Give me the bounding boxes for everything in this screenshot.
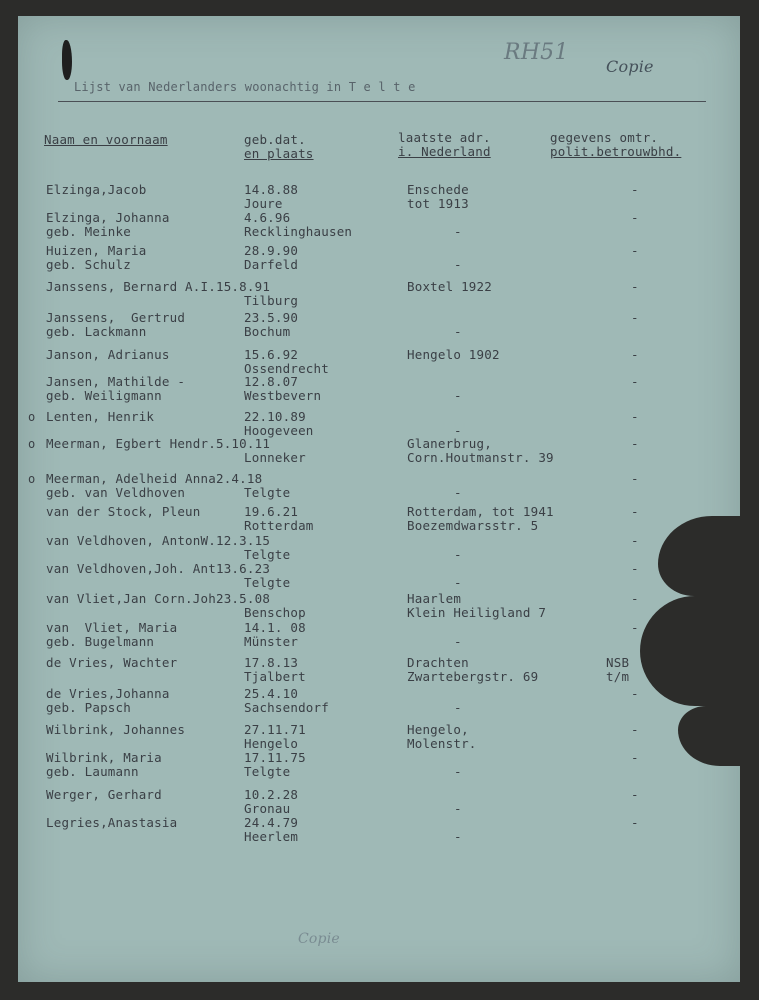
entry-name-birth: geb. Papsch <box>46 700 131 715</box>
title-rule <box>58 101 706 102</box>
entry-political: - <box>631 279 639 294</box>
entry-name: Meerman, Egbert Hendr.5.10.11 <box>46 436 271 451</box>
entry-address: Enschede <box>407 182 469 197</box>
entry-birth-place: Bochum <box>244 324 291 339</box>
entry-birth-place: Tilburg <box>244 293 299 308</box>
entry-political: - <box>631 591 639 606</box>
torn-edge-tail <box>678 706 748 766</box>
entry-name: de Vries, Wachter <box>46 655 178 670</box>
entry-political: - <box>631 374 639 389</box>
entry-name: van der Stock, Pleun <box>46 504 201 519</box>
entry-birth-date: 19.6.21 <box>244 504 299 519</box>
entry-name: Wilbrink, Johannes <box>46 722 186 737</box>
entry-birth-date: 27.11.71 <box>244 722 306 737</box>
entry-birth-place: Gronau <box>244 801 291 816</box>
entry-birth-place: Hoogeveen <box>244 423 314 438</box>
header-name: Naam en voornaam <box>44 132 168 147</box>
entry-address: - <box>454 801 462 816</box>
entry-birth-date: 24.4.79 <box>244 815 299 830</box>
entry-political: - <box>631 561 639 576</box>
entry-name: Janssens, Bernard A.I.15.8.91 <box>46 279 271 294</box>
entry-birth-date: 15.6.92 <box>244 347 299 362</box>
entry-address: - <box>454 700 462 715</box>
entry-name: Elzinga,Jacob <box>46 182 147 197</box>
entry-name: Huizen, Maria <box>46 243 147 258</box>
entry-political: - <box>631 210 639 225</box>
document-page <box>18 16 740 982</box>
header-birth-2: en plaats <box>244 146 314 161</box>
entry-address: - <box>454 634 462 649</box>
entry-political: - <box>631 620 639 635</box>
entry-address: - <box>454 423 462 438</box>
entry-political: - <box>631 533 639 548</box>
entry-birth-place: Heerlem <box>244 829 299 844</box>
entry-address: - <box>454 388 462 403</box>
entry-political: - <box>631 722 639 737</box>
copy-note-bottom: Copie <box>298 931 340 947</box>
torn-edge-lower <box>640 596 750 706</box>
entry-political: - <box>631 409 639 424</box>
entry-name-birth: geb. Meinke <box>46 224 131 239</box>
entry-political: - <box>631 436 639 451</box>
entry-address: Glanerbrug, <box>407 436 492 451</box>
entry-political: - <box>631 815 639 830</box>
document-title: Lijst van Nederlanders woonachtig in T e l t e <box>74 80 416 94</box>
entry-birth-place: Westbevern <box>244 388 322 403</box>
header-address-1: laatste adr. <box>398 130 491 145</box>
entry-address: - <box>454 829 462 844</box>
entry-address: Haarlem <box>407 591 462 606</box>
entry-name-birth: geb. Laumann <box>46 764 139 779</box>
entry-name: Janssens, Gertrud <box>46 310 186 325</box>
entry-address: Hengelo 1902 <box>407 347 500 362</box>
header-birth-1: geb.dat. <box>244 132 306 147</box>
torn-edge <box>658 516 748 596</box>
entry-name: Lenten, Henrik <box>46 409 155 424</box>
entry-address-detail: Corn.Houtmanstr. 39 <box>407 450 554 465</box>
entry-birth-place: Tjalbert <box>244 669 306 684</box>
entry-name: Wilbrink, Maria <box>46 750 162 765</box>
ink-blot <box>62 40 72 80</box>
entry-political: - <box>631 310 639 325</box>
entry-address: - <box>454 224 462 239</box>
entry-birth-date: 17.8.13 <box>244 655 299 670</box>
entry-birth-date: 14.1. 08 <box>244 620 306 635</box>
entry-name: Jansen, Mathilde - <box>46 374 186 389</box>
entry-political: NSB <box>606 655 630 670</box>
entry-birth-place: Telgte <box>244 485 291 500</box>
entry-name-birth: geb. van Veldhoven <box>46 485 186 500</box>
entry-birth-date: 12.8.07 <box>244 374 299 389</box>
entry-birth-place: Sachsendorf <box>244 700 329 715</box>
entry-birth-date: 14.8.88 <box>244 182 299 197</box>
margin-circle-mark: o <box>28 437 36 451</box>
entry-birth-place: Ossendrecht <box>244 361 329 376</box>
entry-birth-place: Telgte <box>244 764 291 779</box>
entry-name-birth: geb. Schulz <box>46 257 131 272</box>
entry-name: van Vliet,Jan Corn.Joh23.5.08 <box>46 591 271 606</box>
entry-address: - <box>454 547 462 562</box>
entry-name: Meerman, Adelheid Anna2.4.18 <box>46 471 263 486</box>
entry-birth-place: Recklinghausen <box>244 224 353 239</box>
entry-birth-place: Münster <box>244 634 299 649</box>
entry-address: Drachten <box>407 655 469 670</box>
entry-birth-place: Rotterdam <box>244 518 314 533</box>
entry-name-birth: geb. Bugelmann <box>46 634 155 649</box>
entry-address-detail: tot 1913 <box>407 196 469 211</box>
entry-birth-date: 25.4.10 <box>244 686 299 701</box>
entry-political: - <box>631 787 639 802</box>
entry-birth-place: Joure <box>244 196 283 211</box>
entry-address-detail: Molenstr. <box>407 736 477 751</box>
entry-name-birth: geb. Weiligmann <box>46 388 162 403</box>
entry-address: Hengelo, <box>407 722 469 737</box>
header-address-2: i. Nederland <box>398 144 491 159</box>
entry-name: Werger, Gerhard <box>46 787 162 802</box>
entry-birth-place: Lonneker <box>244 450 306 465</box>
entry-name: van Veldhoven, AntonW.12.3.15 <box>46 533 271 548</box>
margin-circle-mark: o <box>28 472 36 486</box>
entry-political: - <box>631 471 639 486</box>
copy-note-top: Copie <box>606 57 654 76</box>
entry-name: Elzinga, Johanna <box>46 210 170 225</box>
entry-political: - <box>631 347 639 362</box>
entry-birth-date: 28.9.90 <box>244 243 299 258</box>
entry-political: - <box>631 750 639 765</box>
entry-birth-date: 23.5.90 <box>244 310 299 325</box>
archive-stamp: RH51 <box>504 40 569 65</box>
header-political-1: gegevens omtr. <box>550 130 659 145</box>
entry-political-detail: t/m <box>606 669 630 684</box>
entry-address: Boxtel 1922 <box>407 279 492 294</box>
entry-address: Rotterdam, tot 1941 <box>407 504 554 519</box>
entry-name: van Veldhoven,Joh. Ant13.6.23 <box>46 561 271 576</box>
entry-address-detail: Klein Heiligland 7 <box>407 605 547 620</box>
entry-birth-place: Benschop <box>244 605 306 620</box>
entry-address-detail: Boezemdwarsstr. 5 <box>407 518 539 533</box>
entry-name: de Vries,Johanna <box>46 686 170 701</box>
entry-name: van Vliet, Maria <box>46 620 178 635</box>
entry-political: - <box>631 504 639 519</box>
entry-name-birth: geb. Lackmann <box>46 324 147 339</box>
entry-birth-place: Darfeld <box>244 257 299 272</box>
entry-birth-place: Telgte <box>244 575 291 590</box>
entry-address: - <box>454 324 462 339</box>
header-political-2: polit.betrouwbhd. <box>550 144 682 159</box>
entry-political: - <box>631 182 639 197</box>
entry-name: Legries,Anastasia <box>46 815 178 830</box>
entry-address: - <box>454 575 462 590</box>
entry-name: Janson, Adrianus <box>46 347 170 362</box>
entry-address-detail: Zwartebergstr. 69 <box>407 669 539 684</box>
entry-political: - <box>631 243 639 258</box>
entry-birth-date: 4.6.96 <box>244 210 291 225</box>
entry-birth-place: Telgte <box>244 547 291 562</box>
entry-address: - <box>454 764 462 779</box>
entry-address: - <box>454 257 462 272</box>
entry-birth-date: 10.2.28 <box>244 787 299 802</box>
margin-circle-mark: o <box>28 410 36 424</box>
entry-birth-place: Hengelo <box>244 736 299 751</box>
entry-address: - <box>454 485 462 500</box>
entry-birth-date: 17.11.75 <box>244 750 306 765</box>
entry-birth-date: 22.10.89 <box>244 409 306 424</box>
entry-political: - <box>631 686 639 701</box>
